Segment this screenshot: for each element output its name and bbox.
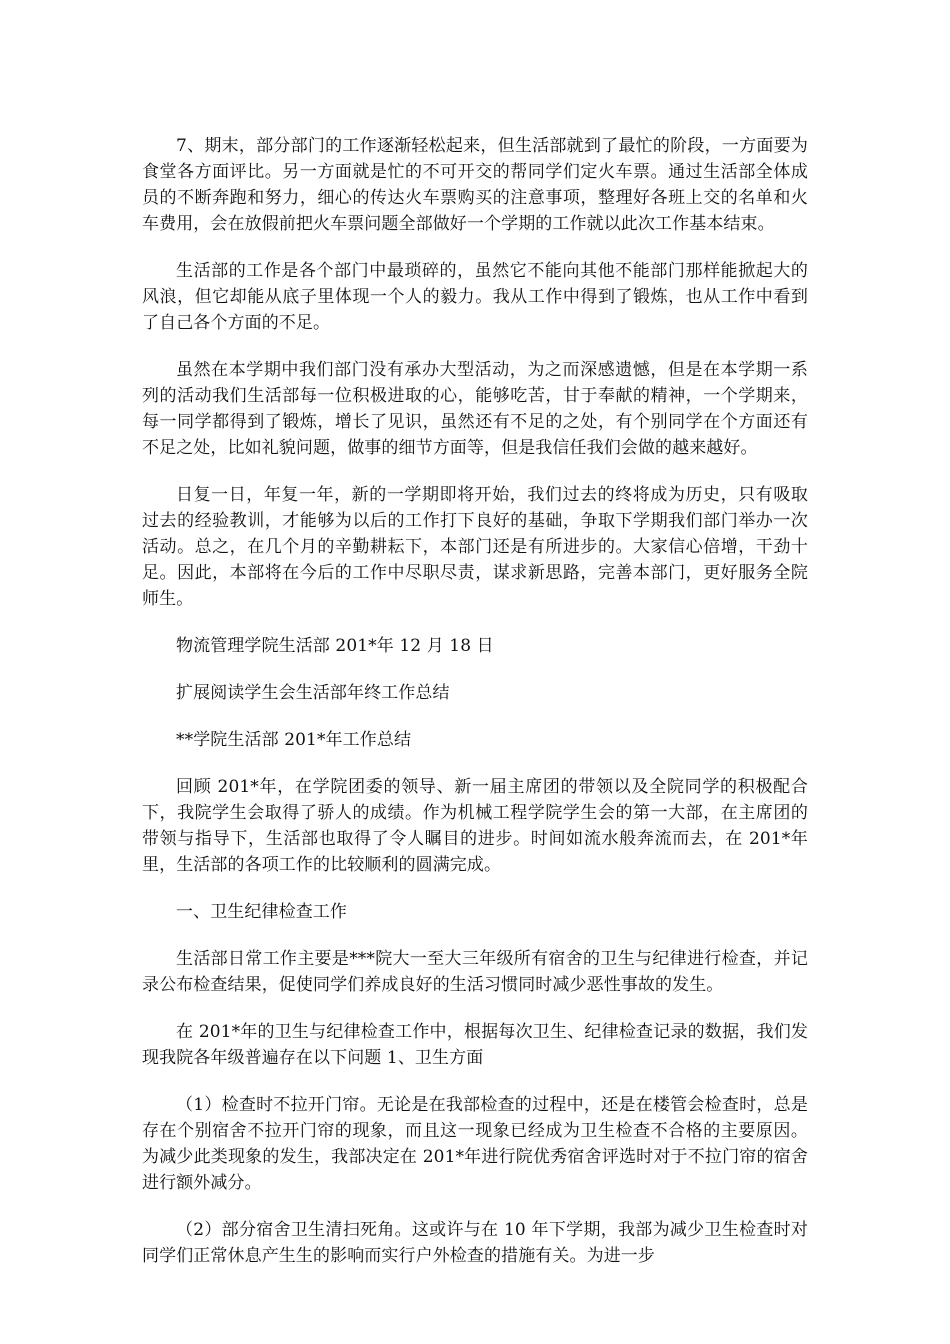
paragraph-future-outlook: 日复一日，年复一年，新的一学期即将开始，我们过去的终将成为历史，只有吸取过去的经验教训，才能够为以后的工作打下良好的基础，争取下学期我们部门举办一次活动。总之，在几个月的辛勤耕耘下，本部门还是有所进步的。大家信心倍增，干劲十足。因此，本部将在今后的工作中尽职尽责，谋求新思路，完善本部门，更好服务全院师生。 [142,485,808,609]
paragraph-item-dead-corners: （2）部分宿舍卫生清扫死角。这或许与在 10 年下学期，我部为减少卫生检查时对同学们正常休息产生生的影响而实行户外检查的措施有关。为进一步 [142,1220,808,1266]
paragraph-daily-work: 生活部日常工作主要是***院大一至大三年级所有宿舍的卫生与纪律进行检查，并记录公布检查结果，促使同学们养成良好的生活习惯同时减少恶性事故的发生。 [142,949,808,995]
extended-reading-title: 扩展阅读学生会生活部年终工作总结 [176,683,450,703]
paragraph-year-review: 回顾 201*年，在学院团委的领导、新一届主席团的带领以及全院同学的积极配合下，我院学生会取得了骄人的成绩。作为机械工程学院学生会的第一大部，在主席团的带领与指导下，生活部也取得了令人瞩目的进步。时间如流水般奔流而去，在 201*年里，生活部的各项工作的比较顺利的圆满完成。 [142,777,808,875]
paragraph-work-reflection: 生活部的工作是各个部门中最琐碎的，虽然它不能向其他不能部门那样能掀起大的风浪，但它却能从底子里体现一个人的毅力。我从工作中得到了锻炼，也从工作中看到了自己各个方面的不足。 [142,261,808,333]
paragraph-item-curtains: （1）检查时不拉开门帘。无论是在我部检查的过程中，还是在楼管会检查时，总是存在个别宿舍不拉开门帘的现象，而且这一现象已经成为卫生检查不合格的主要原因。为减少此类现象的发生，我部决定在 201*年进行院优秀宿舍评选时对于不拉门帘的宿舍进行额外减分。 [142,1095,808,1193]
paragraph-final-exam-work: 7、期末，部分部门的工作逐渐轻松起来，但生活部就到了最忙的阶段，一方面要为食堂各方面评比。另一方面就是忙的不可开交的帮同学们定火车票。通过生活部全体成员的不断奔跑和努力，细心的传达火车票购买的注意事项，整理好各班上交的名单和火车费用，会在放假前把火车票问题全部做好一个学期的工作就以此次工作基本结束。 [142,136,808,234]
signature-line: 物流管理学院生活部 201*年 12 月 18 日 [176,636,494,656]
report-title: **学院生活部 201*年工作总结 [176,730,412,750]
document-page [142,133,808,1269]
paragraph-semester-review: 虽然在本学期中我们部门没有承办大型活动，为之而深感遗憾，但是在本学期一系列的活动我们生活部每一位积极进取的心，能够吃苦，甘于奉献的精神，一个学期来，每一同学都得到了锻炼，增长了见识，虽然还有不足的之处，有个别同学在个方面还有不足之处，比如礼貌问题，做事的细节方面等，但是我信任我们会做的越来越好。 [142,360,808,458]
paragraph-inspection-findings: 在 201*年的卫生与纪律检查工作中，根据每次卫生、纪律检查记录的数据，我们发现我院各年级普遍存在以下问题 1、卫生方面 [142,1022,808,1068]
section-heading-hygiene-discipline: 一、卫生纪律检查工作 [176,902,347,922]
